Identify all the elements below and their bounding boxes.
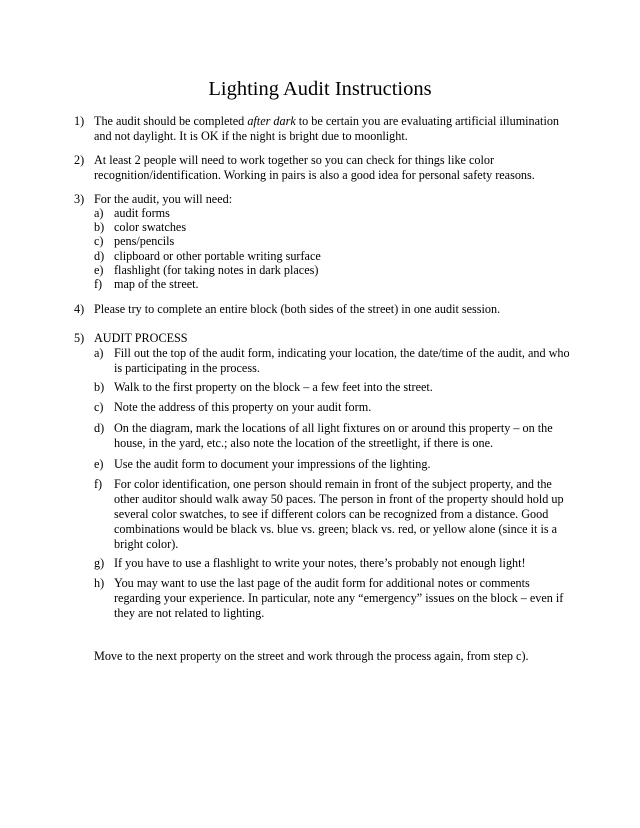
subitem-text: You may want to use the last page of the audit form for additional notes or comments regarding your experience. In particular, note any “emergency” issues on the block – even if they are not related to lighting.: [114, 576, 564, 620]
subitem-letter: c): [94, 400, 104, 414]
subitem-text: flashlight (for taking notes in dark places): [114, 263, 319, 277]
subitem-text: color swatches: [114, 220, 187, 234]
item-text: Please try to complete an entire block (both sides of the street) in one audit session.: [94, 302, 501, 316]
subitem-text: For color identification, one person should remain in front of the subject property, and the other auditor should walk away 50 paces. The person in front of the property should hold up several color swatches, to see if different colors can be recognized from a distance. Good combinations would be black vs. blue vs. green; black vs. red, or yellow alone (since it is a bright color).: [114, 477, 564, 551]
page-title: Lighting Audit Instructions: [208, 78, 432, 100]
item-number: 4): [74, 302, 85, 316]
item-text: AUDIT PROCESS: [94, 331, 188, 345]
item-text-pre: The audit should be completed: [94, 114, 248, 128]
subitem-letter: a): [94, 206, 104, 220]
subitem-letter: d): [94, 421, 105, 435]
subitem-letter: e): [94, 457, 104, 471]
subitem-letter: f): [94, 277, 103, 291]
subitem-text: map of the street.: [114, 277, 199, 291]
subitem-text: Note the address of this property on your audit form.: [114, 400, 372, 414]
item-number: 2): [74, 153, 85, 167]
subitem-letter: b): [94, 380, 105, 394]
subitem-letter: f): [94, 477, 103, 491]
item-number: 3): [74, 192, 85, 206]
subitem-text: If you have to use a flashlight to write your notes, there’s probably not enough light!: [114, 556, 526, 570]
item-text: [94, 114, 576, 144]
subitem-letter: c): [94, 234, 104, 248]
closing-instruction: Move to the next property on the street and work through the process again, from step c).: [94, 649, 529, 663]
subitem-letter: e): [94, 263, 104, 277]
subitem-text: pens/pencils: [114, 234, 175, 248]
item-text: At least 2 people will need to work together so you can check for things like color recognition/identification. Working in pairs is also a good idea for personal safety reasons.: [94, 153, 535, 182]
subitem-text: audit forms: [114, 206, 170, 220]
subitem-text: Fill out the top of the audit form, indicating your location, the date/time of the audit, and who is participating in the process.: [114, 346, 570, 375]
item-text: For the audit, you will need:: [94, 192, 233, 206]
item-number: 1): [74, 114, 85, 128]
subitem-letter: g): [94, 556, 105, 570]
subitem-text: Use the audit form to document your impressions of the lighting.: [114, 457, 431, 471]
subitem-letter: a): [94, 346, 104, 360]
subitem-letter: h): [94, 576, 105, 590]
item-text-emphasis: after dark: [247, 114, 296, 128]
item-number: 5): [74, 331, 85, 345]
subitem-text: clipboard or other portable writing surface: [114, 249, 321, 263]
subitem-letter: b): [94, 220, 105, 234]
subitem-text: On the diagram, mark the locations of all light fixtures on or around this property – on the house, in the yard, etc.; also note the location of the streetlight, if there is one.: [114, 421, 553, 450]
subitem-letter: d): [94, 249, 105, 263]
item-text-post: to be certain you are evaluating artificial illumination and not daylight. It is OK if the night is bright due to moonlight.: [94, 114, 560, 143]
subitem-text: Walk to the first property on the block – a few feet into the street.: [114, 380, 433, 394]
